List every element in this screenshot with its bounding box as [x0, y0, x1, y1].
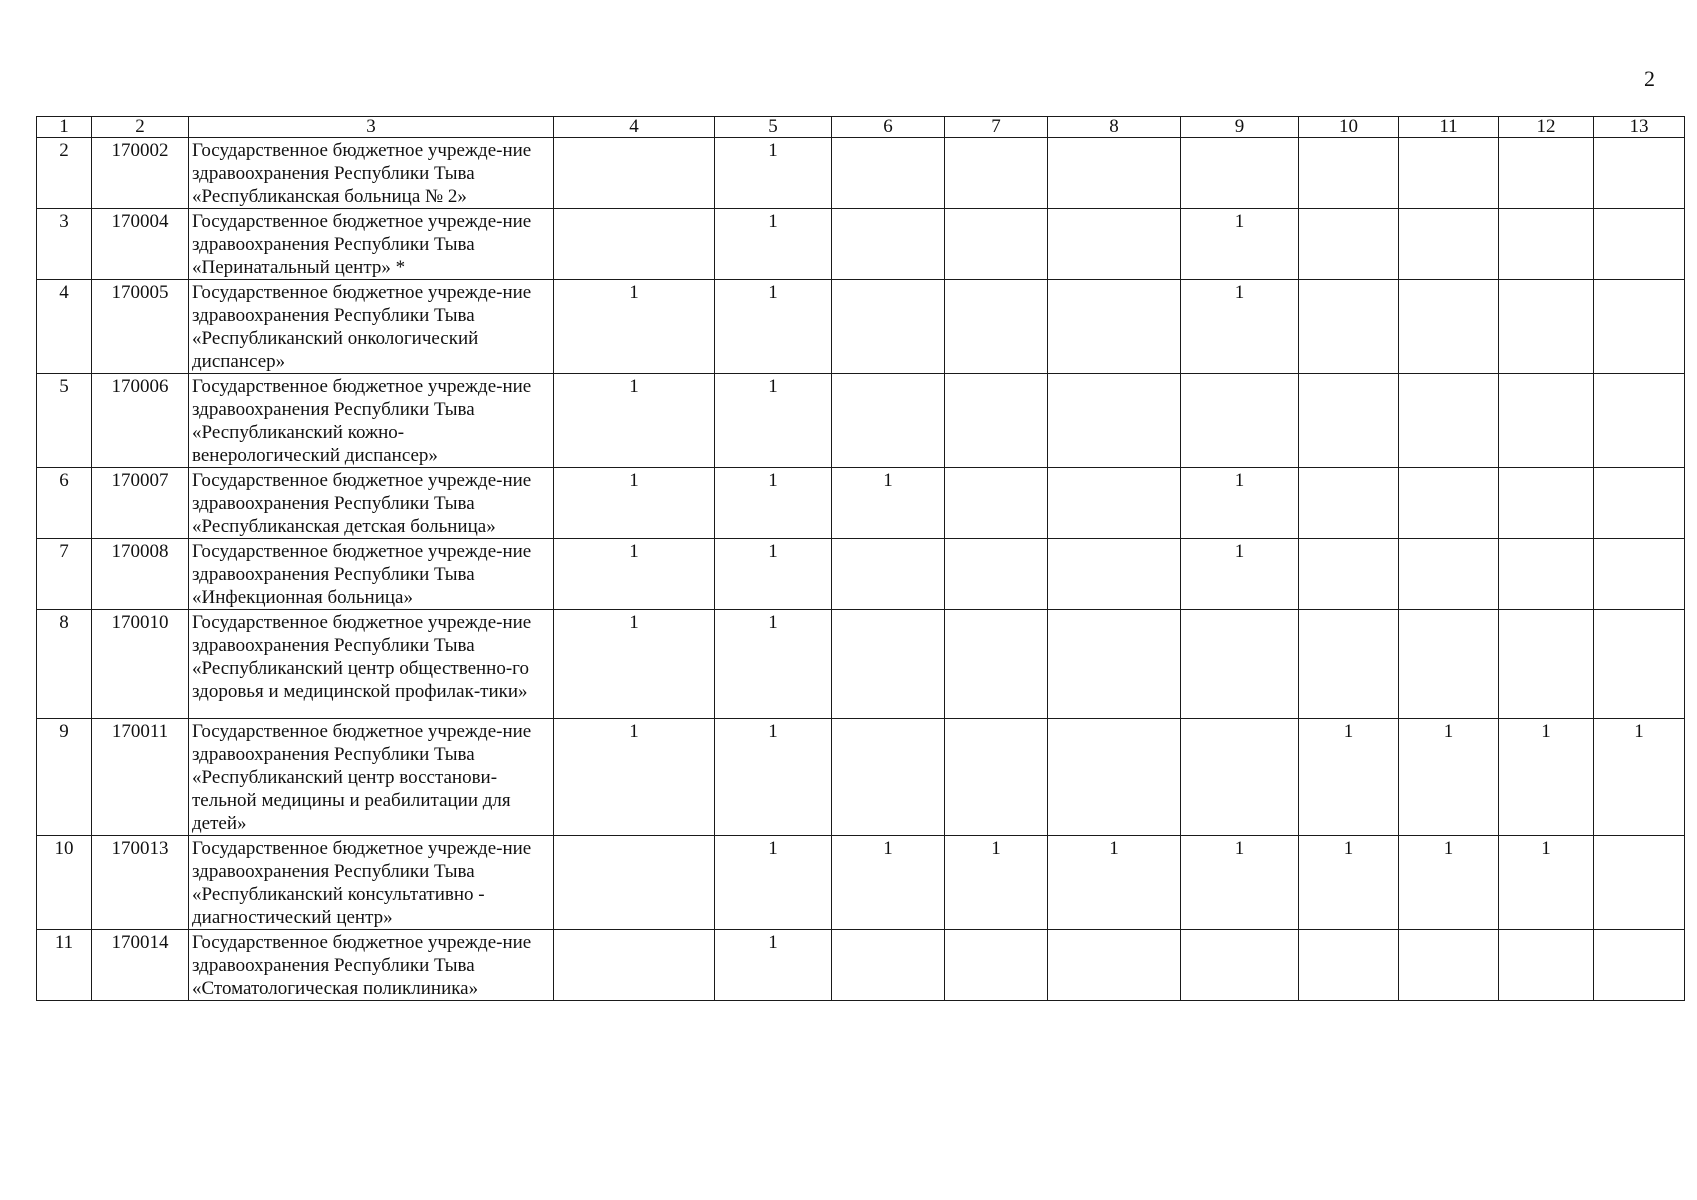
institution-code-cell: 170010 [92, 610, 189, 719]
institution-name-cell: Государственное бюджетное учрежде-ние здравоохранения Республики Тыва «Перинатальный центр» * [189, 209, 554, 280]
value-cell-col-9 [1181, 930, 1299, 1001]
column-header: 11 [1399, 117, 1499, 138]
table-row [37, 209, 1685, 280]
row-number-cell: 11 [37, 930, 92, 1001]
value-cell-col-8 [1048, 539, 1181, 610]
value-cell-col-11: 1 [1399, 719, 1499, 836]
value-cell-col-8 [1048, 930, 1181, 1001]
value-cell-col-7 [945, 280, 1048, 374]
column-header: 10 [1299, 117, 1399, 138]
value-cell-col-11 [1399, 468, 1499, 539]
row-number-cell: 9 [37, 719, 92, 836]
value-cell-col-9 [1181, 610, 1299, 719]
value-cell-col-10 [1299, 209, 1399, 280]
column-header: 12 [1499, 117, 1594, 138]
institution-name-cell: Государственное бюджетное учрежде-ние здравоохранения Республики Тыва «Республиканский центр восстанови-тельной медицины и реабилитации для детей» [189, 719, 554, 836]
institution-name-cell: Государственное бюджетное учрежде-ние здравоохранения Республики Тыва «Инфекционная больница» [189, 539, 554, 610]
value-cell-col-10: 1 [1299, 836, 1399, 930]
institution-name-cell: Государственное бюджетное учрежде-ние здравоохранения Республики Тыва «Стоматологическая поликлиника» [189, 930, 554, 1001]
value-cell-col-7 [945, 374, 1048, 468]
column-header: 2 [92, 117, 189, 138]
value-cell-col-5: 1 [715, 468, 832, 539]
column-header: 8 [1048, 117, 1181, 138]
value-cell-col-13: 1 [1594, 719, 1685, 836]
column-header: 9 [1181, 117, 1299, 138]
institution-code-cell: 170011 [92, 719, 189, 836]
value-cell-col-8 [1048, 719, 1181, 836]
value-cell-col-11 [1399, 610, 1499, 719]
column-header: 1 [37, 117, 92, 138]
value-cell-col-10 [1299, 468, 1399, 539]
institution-code-cell: 170013 [92, 836, 189, 930]
value-cell-col-6 [832, 209, 945, 280]
data-table [36, 116, 1685, 1001]
institution-code-cell: 170008 [92, 539, 189, 610]
row-number-cell: 4 [37, 280, 92, 374]
value-cell-col-5: 1 [715, 209, 832, 280]
value-cell-col-13 [1594, 280, 1685, 374]
value-cell-col-9: 1 [1181, 836, 1299, 930]
value-cell-col-12 [1499, 468, 1594, 539]
value-cell-col-6 [832, 138, 945, 209]
value-cell-col-4 [554, 209, 715, 280]
value-cell-col-8 [1048, 374, 1181, 468]
value-cell-col-4: 1 [554, 374, 715, 468]
column-header: 6 [832, 117, 945, 138]
row-number-cell: 7 [37, 539, 92, 610]
column-header: 13 [1594, 117, 1685, 138]
value-cell-col-13 [1594, 209, 1685, 280]
value-cell-col-8 [1048, 280, 1181, 374]
value-cell-col-5: 1 [715, 930, 832, 1001]
table-row [37, 719, 1685, 836]
value-cell-col-5: 1 [715, 138, 832, 209]
value-cell-col-6 [832, 719, 945, 836]
value-cell-col-9 [1181, 374, 1299, 468]
value-cell-col-12 [1499, 280, 1594, 374]
value-cell-col-6 [832, 610, 945, 719]
value-cell-col-6 [832, 930, 945, 1001]
value-cell-col-10 [1299, 374, 1399, 468]
column-header: 7 [945, 117, 1048, 138]
value-cell-col-7 [945, 610, 1048, 719]
value-cell-col-4 [554, 930, 715, 1001]
header-row [37, 117, 1685, 138]
value-cell-col-6: 1 [832, 468, 945, 539]
value-cell-col-10 [1299, 610, 1399, 719]
row-number-cell: 5 [37, 374, 92, 468]
value-cell-col-11 [1399, 930, 1499, 1001]
value-cell-col-4: 1 [554, 280, 715, 374]
value-cell-col-4 [554, 138, 715, 209]
institution-code-cell: 170005 [92, 280, 189, 374]
row-number-cell: 6 [37, 468, 92, 539]
value-cell-col-10 [1299, 539, 1399, 610]
institution-name-cell: Государственное бюджетное учрежде-ние здравоохранения Республики Тыва «Республиканский онкологический диспансер» [189, 280, 554, 374]
value-cell-col-11 [1399, 539, 1499, 610]
table-row [37, 539, 1685, 610]
institution-name-cell: Государственное бюджетное учрежде-ние здравоохранения Республики Тыва «Республиканский консультативно - диагностический центр» [189, 836, 554, 930]
value-cell-col-10 [1299, 138, 1399, 209]
value-cell-col-9: 1 [1181, 209, 1299, 280]
value-cell-col-10 [1299, 930, 1399, 1001]
value-cell-col-6: 1 [832, 836, 945, 930]
value-cell-col-12 [1499, 539, 1594, 610]
institution-code-cell: 170002 [92, 138, 189, 209]
value-cell-col-6 [832, 374, 945, 468]
value-cell-col-9 [1181, 138, 1299, 209]
row-number-cell: 10 [37, 836, 92, 930]
value-cell-col-12: 1 [1499, 836, 1594, 930]
table-row [37, 374, 1685, 468]
value-cell-col-12 [1499, 209, 1594, 280]
value-cell-col-12 [1499, 138, 1594, 209]
value-cell-col-4: 1 [554, 610, 715, 719]
institution-code-cell: 170007 [92, 468, 189, 539]
value-cell-col-8 [1048, 468, 1181, 539]
table-row [37, 138, 1685, 209]
value-cell-col-8 [1048, 610, 1181, 719]
institution-name-cell: Государственное бюджетное учрежде-ние здравоохранения Республики Тыва «Республиканская детская больница» [189, 468, 554, 539]
value-cell-col-7 [945, 209, 1048, 280]
value-cell-col-11 [1399, 209, 1499, 280]
value-cell-col-5: 1 [715, 719, 832, 836]
value-cell-col-13 [1594, 836, 1685, 930]
value-cell-col-4 [554, 836, 715, 930]
value-cell-col-12 [1499, 610, 1594, 719]
value-cell-col-9: 1 [1181, 468, 1299, 539]
institution-name-cell: Государственное бюджетное учрежде-ние здравоохранения Республики Тыва «Республиканская больница № 2» [189, 138, 554, 209]
page-number: 2 [1644, 66, 1655, 91]
value-cell-col-4: 1 [554, 719, 715, 836]
value-cell-col-7 [945, 719, 1048, 836]
value-cell-col-6 [832, 539, 945, 610]
value-cell-col-7: 1 [945, 836, 1048, 930]
value-cell-col-8 [1048, 209, 1181, 280]
row-number-cell: 3 [37, 209, 92, 280]
value-cell-col-13 [1594, 539, 1685, 610]
value-cell-col-12 [1499, 374, 1594, 468]
column-header: 4 [554, 117, 715, 138]
value-cell-col-7 [945, 468, 1048, 539]
column-header: 3 [189, 117, 554, 138]
value-cell-col-13 [1594, 374, 1685, 468]
value-cell-col-9 [1181, 719, 1299, 836]
value-cell-col-9: 1 [1181, 539, 1299, 610]
value-cell-col-6 [832, 280, 945, 374]
table-row [37, 610, 1685, 719]
institution-code-cell: 170004 [92, 209, 189, 280]
row-number-cell: 2 [37, 138, 92, 209]
institution-code-cell: 170014 [92, 930, 189, 1001]
value-cell-col-5: 1 [715, 374, 832, 468]
table-row [37, 280, 1685, 374]
institution-name-cell: Государственное бюджетное учрежде-ние здравоохранения Республики Тыва «Республиканский кожно-венерологический диспансер» [189, 374, 554, 468]
value-cell-col-11 [1399, 138, 1499, 209]
institution-name-cell: Государственное бюджетное учрежде-ние здравоохранения Республики Тыва «Республиканский центр общественно-го здоровья и медицинской профилак-тики» [189, 610, 554, 719]
value-cell-col-10: 1 [1299, 719, 1399, 836]
row-number-cell: 8 [37, 610, 92, 719]
value-cell-col-5: 1 [715, 280, 832, 374]
value-cell-col-5: 1 [715, 836, 832, 930]
value-cell-col-13 [1594, 930, 1685, 1001]
value-cell-col-12: 1 [1499, 719, 1594, 836]
value-cell-col-8 [1048, 138, 1181, 209]
value-cell-col-13 [1594, 468, 1685, 539]
column-header: 5 [715, 117, 832, 138]
value-cell-col-13 [1594, 610, 1685, 719]
value-cell-col-9: 1 [1181, 280, 1299, 374]
value-cell-col-7 [945, 138, 1048, 209]
institution-code-cell: 170006 [92, 374, 189, 468]
value-cell-col-10 [1299, 280, 1399, 374]
value-cell-col-7 [945, 930, 1048, 1001]
value-cell-col-4: 1 [554, 539, 715, 610]
value-cell-col-5: 1 [715, 539, 832, 610]
value-cell-col-8: 1 [1048, 836, 1181, 930]
value-cell-col-11: 1 [1399, 836, 1499, 930]
value-cell-col-12 [1499, 930, 1594, 1001]
table-row [37, 468, 1685, 539]
value-cell-col-11 [1399, 280, 1499, 374]
value-cell-col-5: 1 [715, 610, 832, 719]
value-cell-col-4: 1 [554, 468, 715, 539]
value-cell-col-11 [1399, 374, 1499, 468]
table-row [37, 836, 1685, 930]
table-row [37, 930, 1685, 1001]
value-cell-col-7 [945, 539, 1048, 610]
value-cell-col-13 [1594, 138, 1685, 209]
